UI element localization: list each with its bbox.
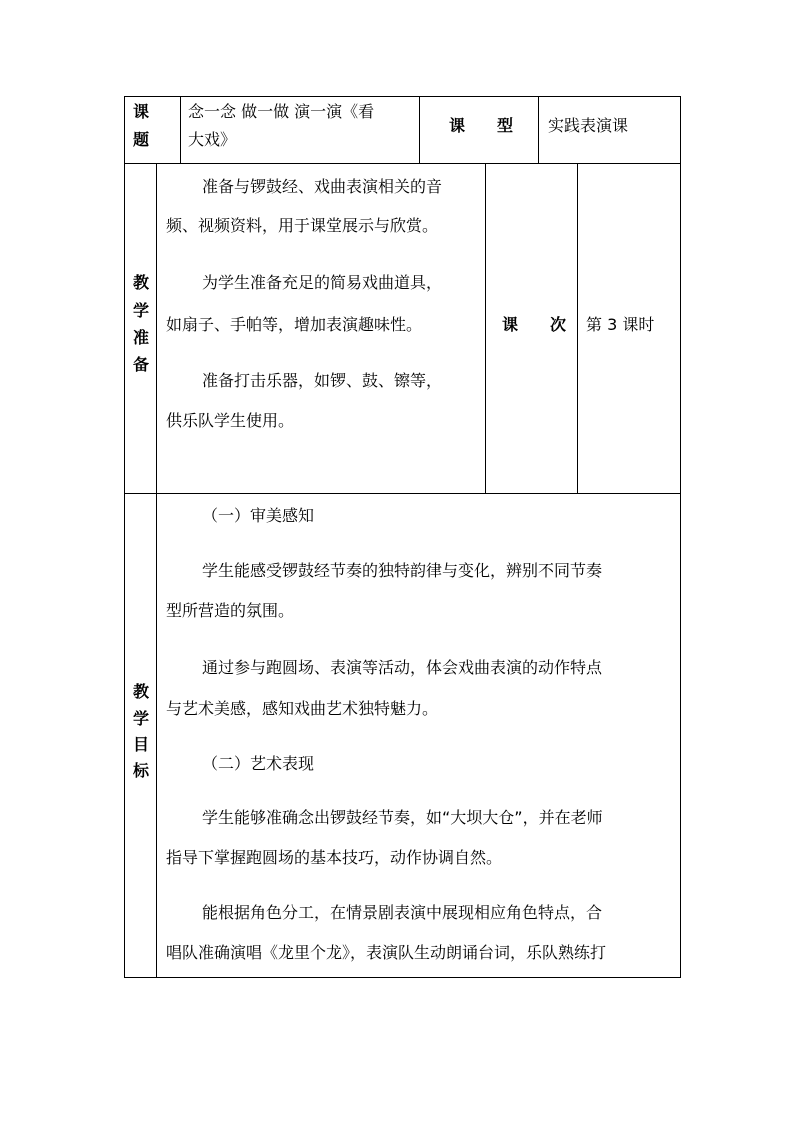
obj-line-5: 学生能够准确念出锣鼓经节奏，如“大坝大仓”，并在老师: [202, 808, 603, 827]
table-border-header-bottom: [124, 163, 681, 164]
table-border-right: [680, 96, 681, 978]
obj-line-8: 唱队准确演唱《龙里个龙》，表演队生动朗诵台词，乐队熟练打: [166, 943, 607, 962]
table-border-left: [124, 96, 125, 978]
header-divider-2: [419, 96, 420, 163]
table-border-bottom: [124, 977, 681, 978]
obj-label-char-2: 学: [133, 709, 150, 728]
topic-label-1: 课: [133, 102, 150, 121]
lesson-type-value: 实践表演课: [548, 116, 629, 135]
table-border-top: [124, 96, 681, 97]
prep-line-5: 准备打击乐器，如锣、鼓、镲等，: [202, 371, 443, 390]
obj-label-char-3: 目: [133, 735, 150, 754]
label-column-divider: [156, 163, 157, 978]
lesson-type-label: 课 型: [449, 116, 514, 135]
prep-label-char-1: 教: [133, 273, 150, 292]
topic-title-line-2: 大戏》: [188, 130, 237, 149]
obj-line-7: 能根据角色分工，在情景剧表演中展现相应角色特点，合: [202, 903, 603, 922]
obj-heading-aesthetic: （一）审美感知: [202, 506, 315, 525]
table-border-prep-bottom: [124, 493, 681, 494]
session-label: 课 次: [502, 315, 567, 334]
obj-line-2: 型所营造的氛围。: [166, 601, 295, 620]
prep-label-char-3: 准: [133, 328, 150, 347]
header-divider-3: [538, 96, 539, 163]
prep-line-1: 准备与锣鼓经、戏曲表演相关的音: [202, 177, 443, 196]
obj-line-4: 与艺术美感，感知戏曲艺术独特魅力。: [166, 699, 439, 718]
obj-heading-performance: （二）艺术表现: [202, 754, 315, 773]
prep-line-3: 为学生准备充足的简易戏曲道具，: [202, 273, 443, 292]
prep-line-6: 供乐队学生使用。: [166, 411, 295, 430]
topic-title-line-1: 念一念 做一做 演一演《看: [188, 102, 375, 121]
prep-label-char-4: 备: [133, 355, 150, 374]
header-divider-1: [180, 96, 181, 163]
topic-label-2: 题: [133, 130, 150, 149]
obj-line-6: 指导下掌握跑圆场的基本技巧，动作协调自然。: [166, 848, 503, 867]
prep-divider-2: [577, 163, 578, 493]
obj-line-1: 学生能感受锣鼓经节奏的独特韵律与变化，辨别不同节奏: [202, 561, 603, 580]
session-value: 第 3 课时: [586, 315, 655, 334]
prep-label-char-2: 学: [133, 301, 150, 320]
prep-line-2: 频、视频资料，用于课堂展示与欣赏。: [166, 216, 439, 235]
obj-label-char-4: 标: [133, 761, 150, 780]
obj-line-3: 通过参与跑圆场、表演等活动，体会戏曲表演的动作特点: [202, 658, 603, 677]
prep-line-4: 如扇子、手帕等，增加表演趣味性。: [166, 315, 423, 334]
prep-divider-1: [485, 163, 486, 493]
obj-label-char-1: 教: [133, 682, 150, 701]
